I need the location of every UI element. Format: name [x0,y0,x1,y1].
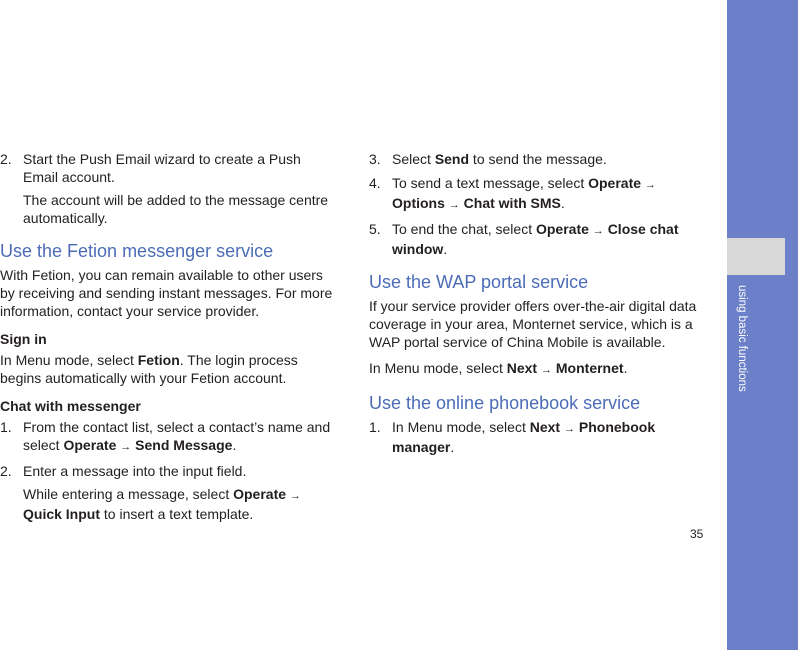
wap-intro: If your service provider offers over-the-air digital data coverage in your area, Monternet service, which is a WAP portal service of China Mobile is available. [369,298,697,350]
step-number: 4. [369,175,381,191]
step-number: 2. [0,463,12,479]
menu-send-message: Send Message [135,437,233,453]
section-label: using basic functions [736,285,748,392]
text-fragment: . [450,439,455,455]
arrow-icon: → [564,423,575,435]
sign-in-text [0,351,335,387]
section-tab-marker [727,238,785,275]
chat-heading: Chat with messenger [0,398,141,414]
menu-operate: Operate [535,221,589,237]
menu-send: Send [434,151,470,167]
menu-operate: Operate [233,486,287,502]
chat-step-2-note [0,485,335,523]
step-number: 3. [369,151,381,167]
step-text: Enter a message into the input field. [23,463,247,479]
text-fragment: To end the chat, select [392,221,536,237]
text-fragment: While entering a message, select [23,486,234,502]
step-text: Start the Push Email wizard to create a Push Email account. [23,151,301,185]
step-2-note: The account will be added to the message centre automatically. [23,192,329,226]
fetion-intro: With Fetion, you can remain available to other users by receiving and sending instant messages. For more information, contact your service provider. [0,267,333,319]
text-fragment: In Menu mode, select [392,419,530,435]
arrow-icon: → [541,364,552,376]
text-fragment: . [623,360,628,376]
menu-chat-with-sms: Chat with SMS [463,195,561,211]
sign-in-heading: Sign in [0,331,47,347]
menu-fetion: Fetion [137,352,180,368]
menu-next: Next [529,419,561,435]
phonebook-heading: Use the online phonebook service [369,393,641,413]
text-fragment: . [232,437,237,453]
text-fragment: to insert a text template. [100,506,254,522]
step-number: 1. [0,419,12,435]
wap-menu-text [369,359,704,379]
left-column [0,150,335,529]
menu-quick-input: Quick Input [23,506,100,522]
chat-step-2 [0,462,335,480]
chat-step-1 [0,418,335,456]
text-fragment: In Menu mode, select [369,360,507,376]
menu-next: Next [506,360,538,376]
step-number: 2. [0,151,12,167]
arrow-icon: → [592,225,604,237]
phonebook-step-1 [369,418,704,456]
menu-close-chat-window: Close chat window [392,221,679,257]
wap-heading: Use the WAP portal service [369,272,589,292]
step-4 [369,174,704,214]
fetion-heading: Use the Fetion messenger service [0,241,274,261]
step-2 [0,150,335,186]
menu-monternet: Monternet [555,360,624,376]
text-fragment: To send a text message, select [392,175,589,191]
step-number: 5. [369,221,381,237]
step-3 [369,150,704,168]
arrow-icon: → [289,490,301,502]
page-number: 35 [690,527,704,541]
text-fragment: . [560,195,565,211]
menu-phonebook-manager: Phonebook manager [392,419,656,455]
text-fragment: Select [392,151,435,167]
menu-operate: Operate [588,175,642,191]
text-fragment: In Menu mode, select [0,352,138,368]
arrow-icon: → [448,199,460,211]
text-fragment: From the contact list, select a contact’s name and select [23,419,331,453]
arrow-icon: → [644,179,656,191]
arrow-icon: → [120,441,132,453]
menu-operate: Operate [63,437,117,453]
step-5 [369,220,704,258]
text-fragment: to send the message. [469,151,607,167]
step-number: 1. [369,419,381,435]
right-column [369,150,704,462]
text-fragment: . The login process begins automatically with your Fetion account. [0,352,298,386]
menu-options: Options [392,195,445,211]
text-fragment: . [443,241,448,257]
